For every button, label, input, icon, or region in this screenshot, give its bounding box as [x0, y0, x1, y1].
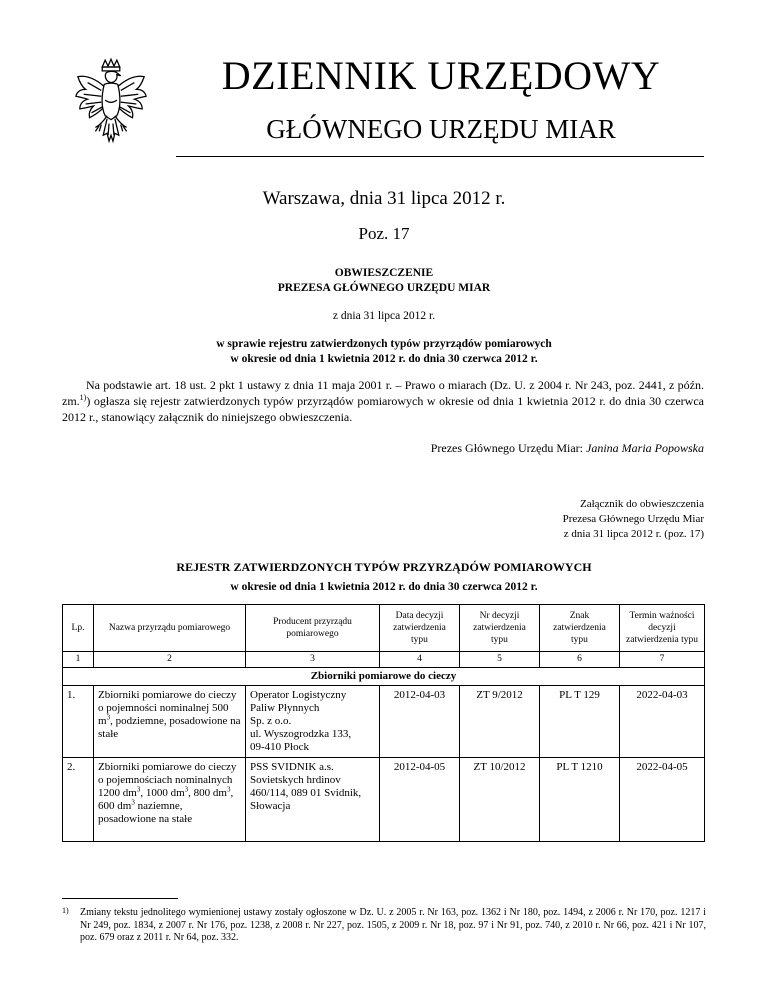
- table-row: [63, 758, 705, 842]
- dateline: Warszawa, dnia 31 lipca 2012 r.: [262, 188, 506, 209]
- section-row: [63, 668, 705, 686]
- col-number: 3: [246, 652, 380, 668]
- footnote-text: Zmiany tekstu jednolitego wymienionej ustawy zostały ogłoszone w Dz. U. z 2005 r. Nr 163, poz. 1362 i Nr 180, poz. 1494, z 2006 r. Nr 170, poz. 1217 i Nr 249, poz. 1834, z 2007 r. Nr 176, poz. 1238, z 2008 r. Nr 227, poz. 1505, z 2009 r. Nr 18, poz. 97 i Nr 91, poz. 740, z 2010 r. Nr 66, poz. 421 i Nr 107, poz. 679 oraz z 2011 r. Nr 64, poz. 332.: [80, 907, 706, 943]
- journal-subtitle: GŁÓWNEGO URZĘDU MIAR: [266, 114, 616, 144]
- table-row: [63, 686, 705, 758]
- cell-lp: 1.: [63, 686, 94, 758]
- col-header: Nr decyzji zatwierdzenia typu: [460, 605, 540, 652]
- cell-instrument-name: Zbiorniki pomiarowe do cieczy o pojemnościach nominalnych 1200 $dm^3$, 1000 $dm^3$, 800 $dm^3$, 600 $dm^3$ naziemne, posadowione na stałe: [94, 758, 246, 842]
- cell-instrument-name: Zbiorniki pomiarowe do cieczy o pojemności nominalnej 500 $m^3$, podziemne, posadowione na stałe: [94, 686, 246, 758]
- col-header: Lp.: [63, 605, 94, 652]
- col-header: Termin ważności decyzji zatwierdzenia typu: [620, 605, 705, 652]
- signature: [431, 441, 704, 456]
- body-text-end: ) ogłasza się rejestr zatwierdzonych typów przyrządów pomiarowych w okresie od dnia 1 kwietnia 2012 r. do dnia 30 czerwca 2012 r., stanowiący załącznik do niniejszego obwieszczenia.: [62, 394, 704, 424]
- col-header: Producent przyrządu pomiarowego: [246, 605, 380, 652]
- col-number: 5: [460, 652, 540, 668]
- col-number: 7: [620, 652, 705, 668]
- white-eagle-emblem-icon: [72, 56, 150, 156]
- annex-line1: Załącznik do obwieszczenia: [580, 498, 704, 510]
- cell-decision-number: ZT 10/2012: [460, 758, 540, 842]
- cell-decision-number: ZT 9/2012: [460, 686, 540, 758]
- cell-valid-until: 2022-04-03: [620, 686, 705, 758]
- cell-decision-date: 2012-04-03: [380, 686, 460, 758]
- col-header: Data decyzji zatwierdzenia typu: [380, 605, 460, 652]
- column-number-row: [63, 652, 705, 668]
- signature-role: Prezes Głównego Urzędu Miar:: [430, 441, 583, 455]
- footnote-rule: [62, 898, 178, 899]
- cell-decision-date: 2012-04-05: [380, 758, 460, 842]
- col-header: Nazwa przyrządu pomiarowego: [94, 605, 246, 652]
- table-header-row: [63, 605, 705, 652]
- notice-issuer: PREZESA GŁÓWNEGO URZĘDU MIAR: [277, 282, 491, 294]
- masthead-rule: [176, 156, 704, 157]
- col-number: 6: [540, 652, 620, 668]
- signature-name: Janina Maria Popowska: [586, 441, 704, 455]
- cell-approval-mark: PL T 1210: [540, 758, 620, 842]
- cell-lp: 2.: [63, 758, 94, 842]
- register-table: [62, 604, 705, 842]
- cell-producer: PSS SVIDNIK a.s. Sovietskych hrdinov 460/114, 089 01 Svidnik, Słowacja: [246, 758, 380, 842]
- col-number: 4: [380, 652, 460, 668]
- annex-line2: Prezesa Głównego Urzędu Miar: [562, 513, 704, 525]
- notice-subject-line1: w sprawie rejestru zatwierdzonych typów przyrządów pomiarowych: [216, 338, 552, 350]
- cell-approval-mark: PL T 129: [540, 686, 620, 758]
- footnote-ref: 1): [79, 393, 87, 402]
- col-number: 1: [63, 652, 94, 668]
- cell-valid-until: 2022-04-05: [620, 758, 705, 842]
- col-number: 2: [94, 652, 246, 668]
- cell-producer: Operator Logistyczny Paliw Płynnych Sp. z o.o. ul. Wyszogrodzka 133, 09-410 Płock: [246, 686, 380, 758]
- notice-type: OBWIESZCZENIE: [334, 267, 434, 279]
- section-label: Zbiorniki pomiarowe do cieczy: [63, 668, 705, 686]
- position-number: Poz. 17: [358, 224, 410, 243]
- notice-body: [62, 377, 704, 425]
- footnote-mark: 1): [62, 906, 69, 915]
- col-header: Znak zatwierdzenia typu: [540, 605, 620, 652]
- notice-subject-line2: w okresie od dnia 1 kwietnia 2012 r. do dnia 30 czerwca 2012 r.: [230, 353, 538, 365]
- register-subtitle: w okresie od dnia 1 kwietnia 2012 r. do dnia 30 czerwca 2012 r.: [230, 581, 538, 593]
- body-text-start: Na podstawie art. 18 ust. 2 pkt 1 ustawy z dnia 11 maja 2001 r. – Prawo o miarach (Dz. U. z 2004 r. Nr 243, poz. 2441, z późn. zm.: [62, 378, 704, 408]
- register-title: REJESTR ZATWIERDZONYCH TYPÓW PRZYRZĄDÓW POMIAROWYCH: [176, 560, 592, 574]
- journal-title: DZIENNIK URZĘDOWY: [221, 53, 661, 98]
- annex-note: [563, 497, 704, 542]
- notice-date: z dnia 31 lipca 2012 r.: [332, 310, 436, 322]
- annex-line3: z dnia 31 lipca 2012 r. (poz. 17): [563, 528, 704, 540]
